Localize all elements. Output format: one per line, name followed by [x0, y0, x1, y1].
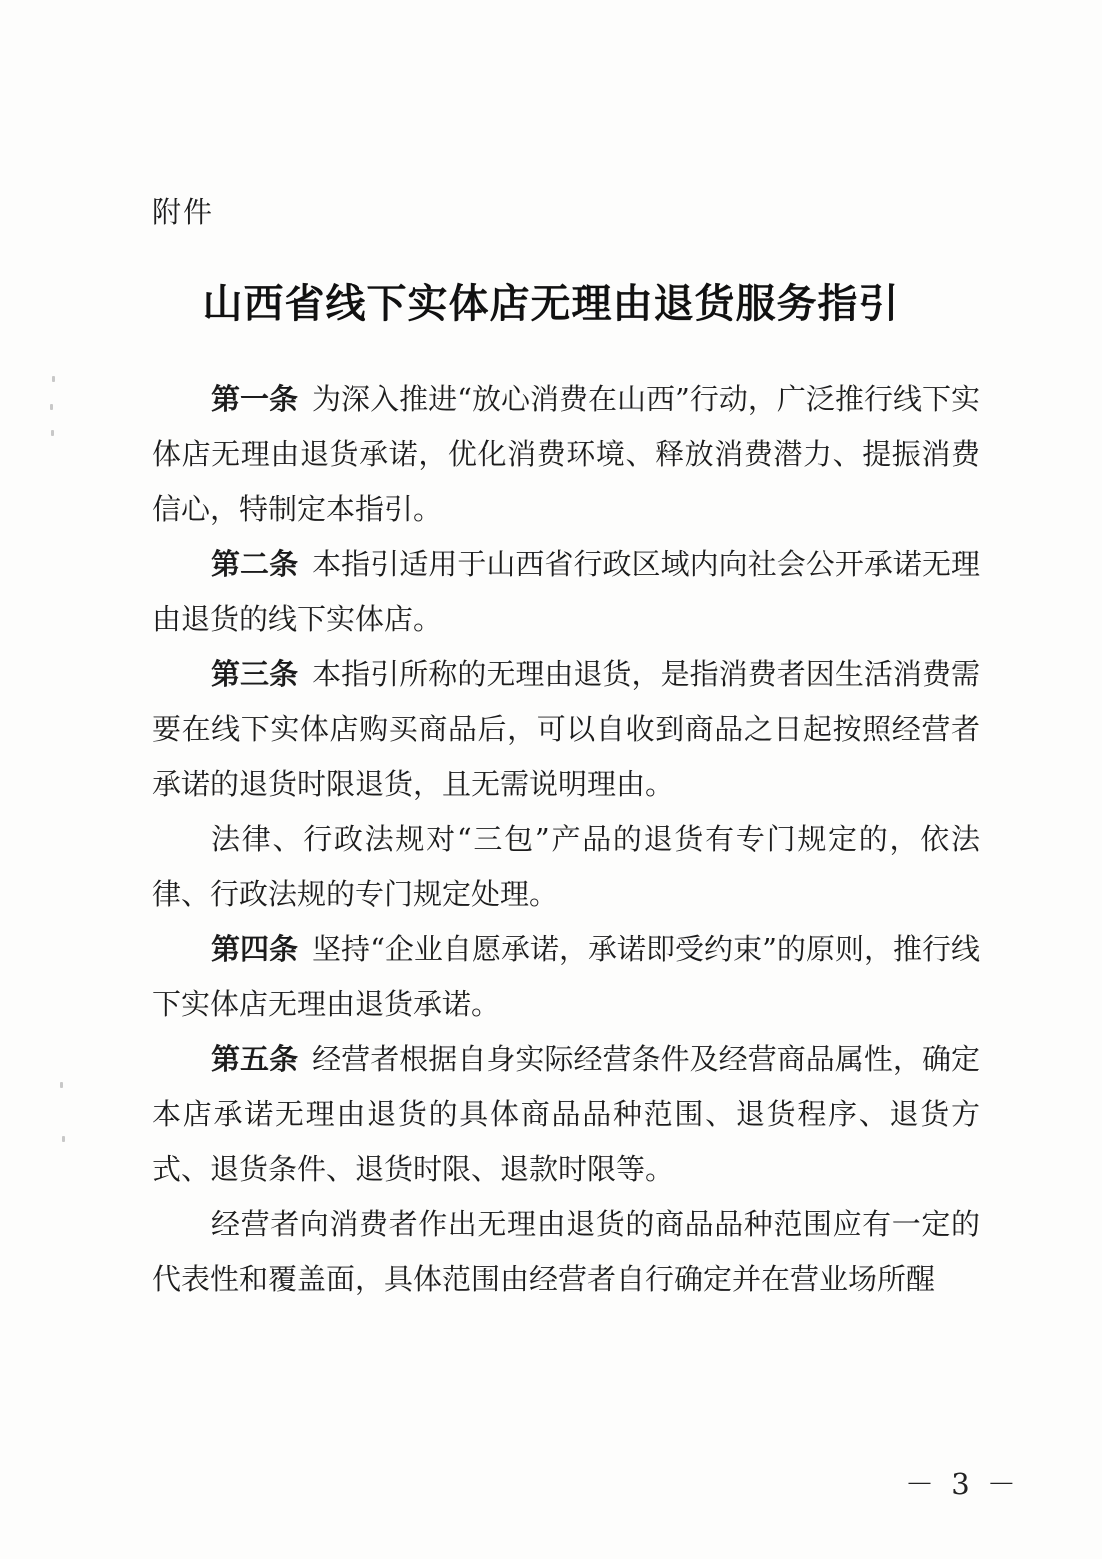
paragraph-text: 本指引适用于山西省行政区域内向社会公开承诺无理由退货的线下实体店。	[152, 547, 980, 636]
paragraph-text: 为深入推进“放心消费在山西”行动，广泛推行线下实体店无理由退货承诺，优化消费环境、释放消费潜力、提振消费信心，特制定本指引。	[152, 382, 980, 526]
article-label: 第五条	[211, 1042, 299, 1076]
paragraph-text: 经营者根据自身实际经营条件及经营商品属性，确定本店承诺无理由退货的具体商品品种范围、退货程序、退货方式、退货条件、退货时限、退款时限等。	[152, 1042, 980, 1186]
page-number: － 3 －	[905, 1467, 1020, 1501]
paragraph-text: 本指引所称的无理由退货，是指消费者因生活消费需要在线下实体店购买商品后，可以自收到商品之日起按照经营者承诺的退货时限退货，且无需说明理由。	[152, 657, 980, 801]
article-label: 第一条	[211, 382, 299, 416]
article-paragraph	[152, 372, 980, 537]
document-title: 山西省线下实体店无理由退货服务指引	[202, 280, 900, 327]
document-body	[152, 372, 980, 1307]
scan-speck	[62, 1136, 65, 1142]
scan-speck	[52, 376, 55, 382]
paragraph-text: 经营者向消费者作出无理由退货的商品品种范围应有一定的代表性和覆盖面，具体范围由经营者自行确定并在营业场所醒	[152, 1207, 980, 1296]
article-label: 第二条	[211, 547, 299, 581]
paragraph	[152, 812, 980, 922]
scan-speck	[60, 1082, 63, 1088]
paragraph-text: 坚持“企业自愿承诺，承诺即受约束”的原则，推行线下实体店无理由退货承诺。	[152, 932, 980, 1021]
paragraph-text: 法律、行政法规对“三包”产品的退货有专门规定的，依法律、行政法规的专门规定处理。	[152, 822, 980, 911]
paragraph	[152, 1197, 980, 1307]
article-label: 第四条	[211, 932, 299, 966]
attachment-label: 附件	[152, 195, 215, 229]
article-paragraph	[152, 1032, 980, 1197]
article-label: 第三条	[211, 657, 299, 691]
article-paragraph	[152, 537, 980, 647]
scan-speck	[50, 404, 53, 410]
scan-speck	[51, 430, 54, 436]
article-paragraph	[152, 922, 980, 1032]
article-paragraph	[152, 647, 980, 812]
